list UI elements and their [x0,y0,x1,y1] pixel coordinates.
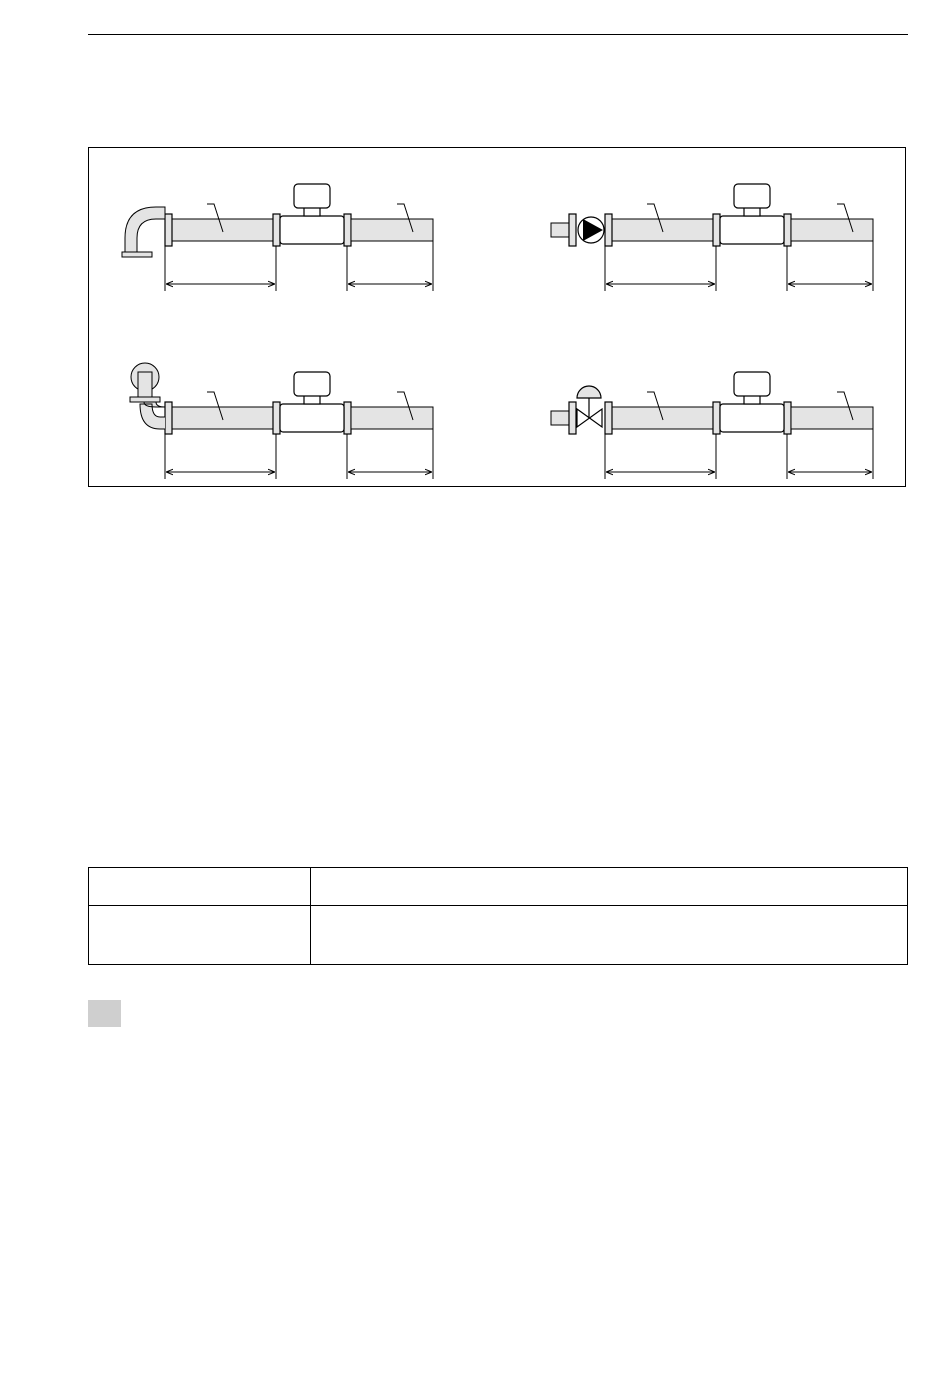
double-elbow-icon [130,363,165,429]
note-icon [88,1000,121,1027]
table-cell [311,868,908,906]
table-row [89,906,908,965]
control-valve-icon [577,386,602,427]
spec-table [88,867,908,965]
header-rule [88,34,908,35]
elbow-icon [125,207,165,252]
installation-double-elbow [130,363,433,479]
installation-pump [551,184,873,291]
installation-valve [551,372,873,479]
table-cell [89,906,311,965]
table-row [89,868,908,906]
installation-figure [88,147,906,487]
installation-diagram [89,148,906,487]
table-cell [89,868,311,906]
installation-elbow [122,184,433,291]
table-cell [311,906,908,965]
pump-icon [578,217,604,243]
